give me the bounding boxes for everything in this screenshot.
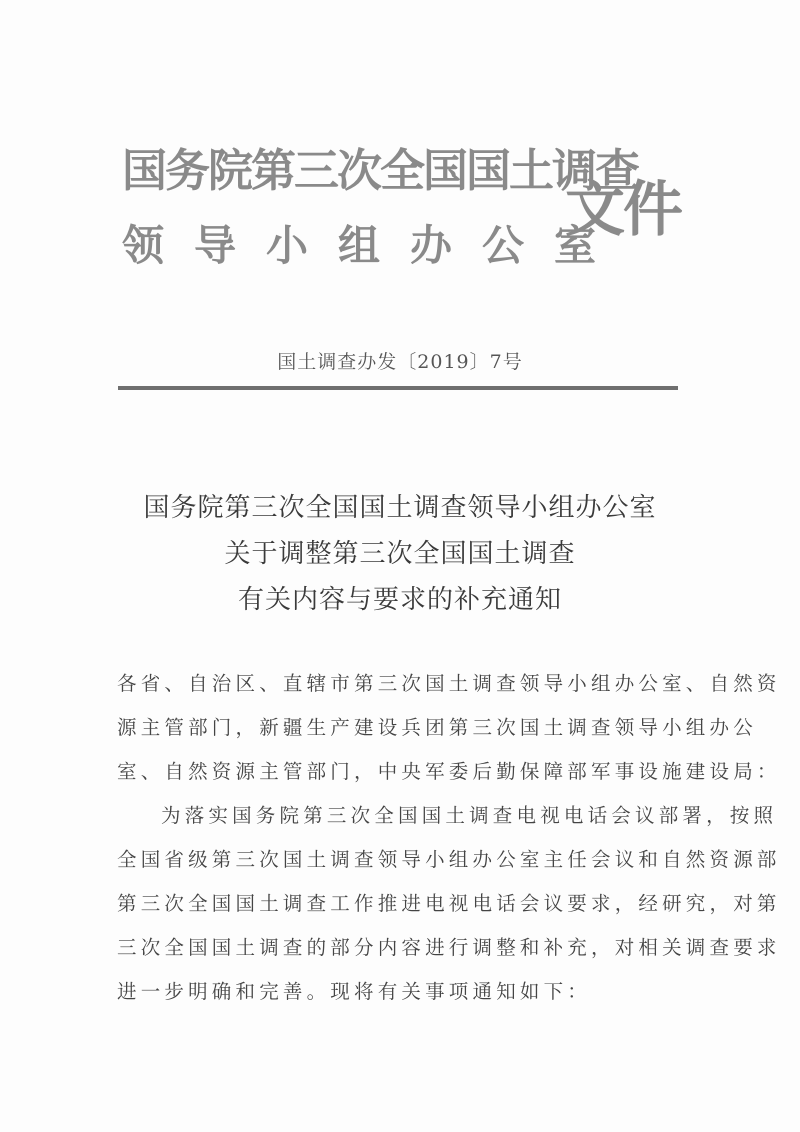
document-body (117, 662, 781, 1014)
document-type-label: 文件 (565, 175, 681, 245)
title-line: 国务院第三次全国国土调查领导小组办公室 (143, 493, 657, 523)
document-number: 国土调查办发〔2019〕7号 (277, 351, 523, 373)
text-line: 进一步明确和完善。现将有关事项通知如下： (117, 980, 592, 1003)
text-line: 室、自然资源主管部门，中央军委后勤保障部军事设施建设局： (117, 760, 781, 783)
text-line: 源主管部门，新疆生产建设兵团第三次国土调查领导小组办公 (117, 716, 757, 739)
issuer-name-line2: 领导小组办公室 (122, 221, 627, 270)
document-title (0, 485, 800, 623)
addressees (117, 662, 781, 794)
header-divider (118, 386, 678, 390)
paragraph-1 (117, 794, 781, 1014)
text-line: 三次全国国土调查的部分内容进行调整和补充，对相关调查要求 (117, 936, 781, 959)
text-line: 各省、自治区、直辖市第三次国土调查领导小组办公室、自然资 (117, 672, 781, 695)
title-line: 有关内容与要求的补充通知 (237, 585, 562, 615)
text-line: 为落实国务院第三次全国国土调查电视电话会议部署，按照 (161, 804, 778, 827)
text-line: 全国省级第三次国土调查领导小组办公室主任会议和自然资源部 (117, 848, 781, 871)
text-line: 第三次全国国土调查工作推进电视电话会议要求，经研究，对第 (117, 892, 781, 915)
title-line: 关于调整第三次全国国土调查 (224, 539, 576, 569)
issuer-name-line1: 国务院第三次全国国土调查 (122, 144, 639, 197)
